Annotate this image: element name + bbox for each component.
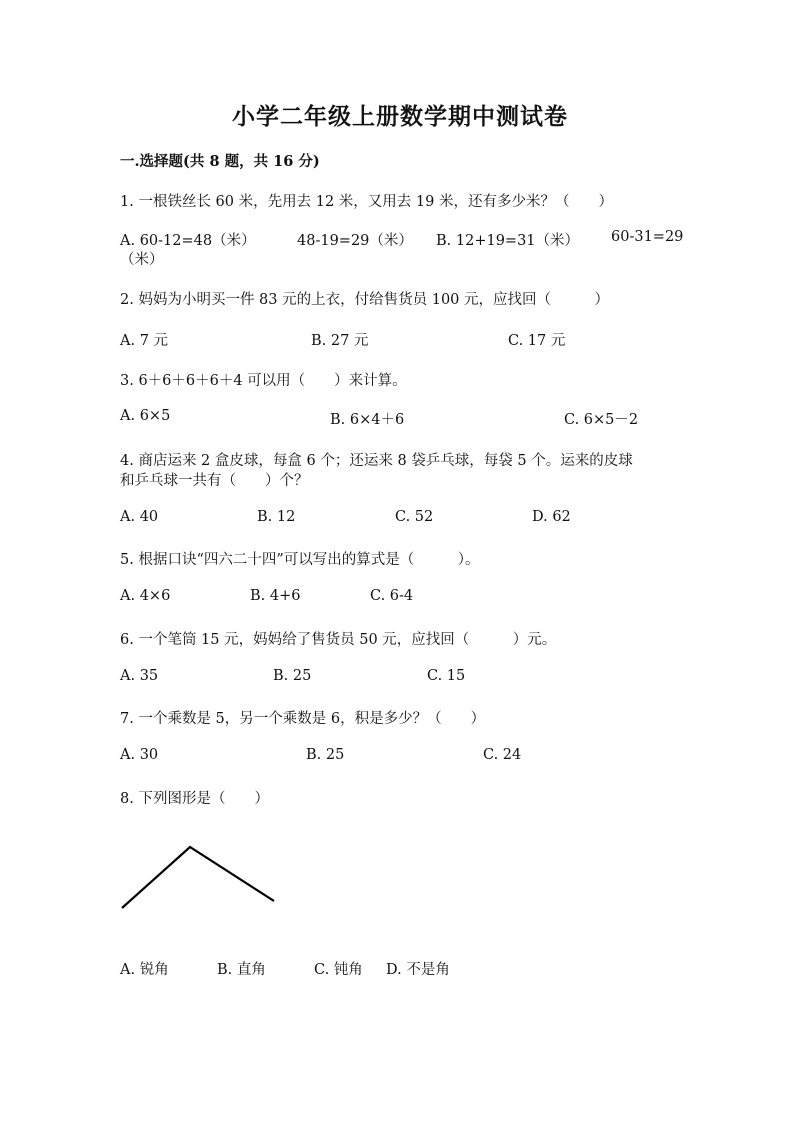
q4-option-d: D. 62 [532,509,571,525]
q7-option-c: C. 24 [483,747,522,763]
q2-option-c: C. 17 元 [508,333,566,349]
question-8: 8. 下列图形是（ ） [120,791,269,807]
angle-figure [118,840,282,915]
q5-option-b: B. 4+6 [250,588,301,604]
q7-option-a: A. 30 [120,747,159,763]
question-5: 5. 根据口诀“四六二十四”可以写出的算式是（ ）。 [120,552,480,568]
question-4-line-2: 和乒乓球一共有（ ）个？ [120,473,309,489]
q8-option-b: B. 直角 [217,962,266,978]
q4-option-b: B. 12 [257,509,296,525]
q3-option-a: A. 6×5 [120,408,171,424]
q8-option-d: D. 不是角 [386,962,450,978]
q8-option-c: C. 钝角 [314,962,363,978]
q1-option-a: A. 60-12=48（米） [120,233,256,249]
q2-option-b: B. 27 元 [311,333,369,349]
question-2: 2. 妈妈为小明买一件 83 元的上衣，付给售货员 100 元，应找回（ ） [120,292,610,308]
question-4-line-1: 4. 商店运来 2 盒皮球，每盒 6 个；还运来 8 袋乒乓球，每袋 5 个。运来的皮球 [120,453,633,469]
question-6: 6. 一个笔筒 15 元，妈妈给了售货员 50 元，应找回（ ）元。 [120,632,557,648]
q1-option-b: B. 12+19=31（米） [436,233,580,249]
q7-option-b: B. 25 [306,747,345,763]
q6-option-c: C. 15 [427,668,466,684]
question-7: 7. 一个乘数是 5，另一个乘数是 6，积是多少？（ ） [120,711,486,727]
q4-option-c: C. 52 [395,509,434,525]
question-1: 1. 一根铁丝长 60 米，先用去 12 米，又用去 19 米，还有多少米？（ ） [120,194,613,210]
q3-option-b: B. 6×4＋6 [330,412,405,428]
q5-option-a: A. 4×6 [120,588,171,604]
q3-option-c: C. 6×5－2 [564,412,639,428]
q5-option-c: C. 6-4 [370,588,414,604]
q1-option-b-unit: （米） [120,252,164,268]
q2-option-a: A. 7 元 [120,333,169,349]
page-title: 小学二年级上册数学期中测试卷 [232,103,568,130]
q1-option-b-cont: 60-31=29 [611,229,684,245]
section-heading: 一.选择题(共 8 题，共 16 分) [120,153,320,170]
question-3: 3. 6＋6＋6＋6＋4 可以用（ ）来计算。 [120,373,407,389]
q6-option-a: A. 35 [120,668,159,684]
q1-option-a-cont: 48-19=29（米） [297,233,413,249]
q8-option-a: A. 锐角 [120,962,169,978]
q6-option-b: B. 25 [273,668,312,684]
q4-option-a: A. 40 [120,509,159,525]
